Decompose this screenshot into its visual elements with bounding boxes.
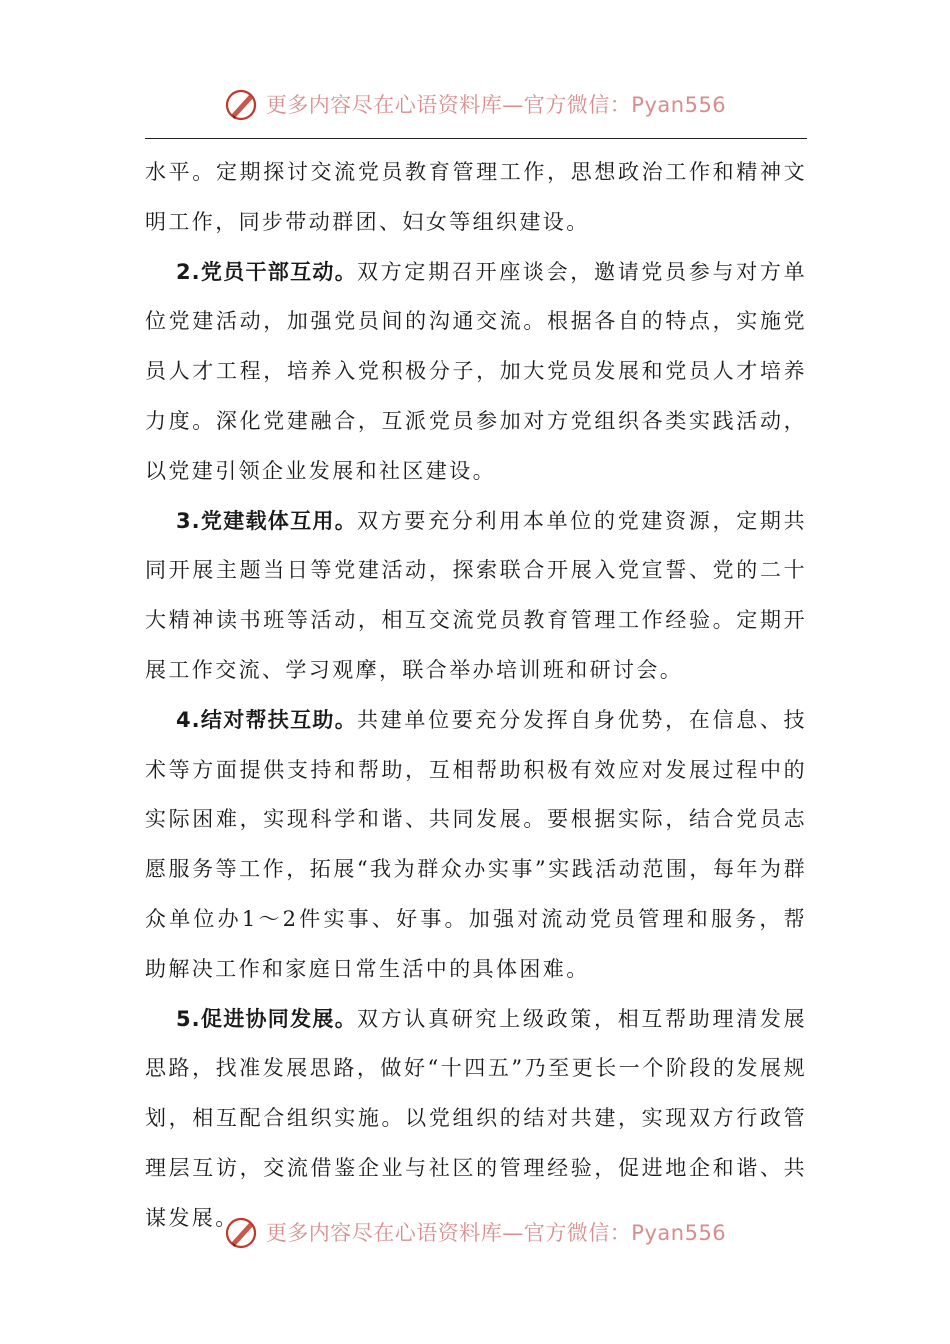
paragraph-party-cadre-interaction [145, 248, 807, 497]
paragraph-mutual-assistance [145, 696, 807, 995]
pen-circle-logo-icon [224, 86, 260, 122]
paragraph-body: 共建单位要充分发挥自身优势，在信息、技术等方面提供支持和帮助，互相帮助积极有效应对发展过程中的实际困难，实现科学和谐、共同发展。要根据实际，结合党员志愿服务等工作，拓展“我为群众办实事”实践活动范围，每年为群众单位办1～2件实事、好事。加强对流动党员管理和服务，帮助解决工作和家庭日常生活中的具体困难。 [145, 707, 807, 981]
pen-circle-logo-icon [224, 1214, 260, 1250]
document-body [145, 148, 807, 1244]
paragraph-body: 水平。定期探讨交流党员教育管理工作，思想政治工作和精神文明工作，同步带动群团、妇女等组织建设。 [145, 160, 807, 234]
header-divider [145, 138, 807, 139]
paragraph-body: 双方认真研究上级政策，相互帮助理清发展思路，找准发展思路，做好“十四五”乃至更长一个阶段的发展规划，相互配合组织实施。以党组织的结对共建，实现双方行政管理层互访，交流借鉴企业与社区的管理经验，促进地企和谐、共谋发展。 [145, 1006, 807, 1230]
paragraph-continuation [145, 148, 807, 248]
paragraph-heading: 2.党员干部互动。 [176, 259, 357, 284]
paragraph-body: 双方要充分利用本单位的党建资源，定期共同开展主题当日等党建活动，探索联合开展入党宣誓、党的二十大精神读书班等活动，相互交流党员教育管理工作经验。定期开展工作交流、学习观摩，联合举办培训班和研讨会。 [145, 508, 807, 682]
paragraph-heading: 3.党建载体互用。 [176, 508, 357, 533]
watermark-text: 更多内容尽在心语资料库—官方微信：Pyan556 [265, 93, 727, 117]
paragraph-body: 双方定期召开座谈会，邀请党员参与对方单位党建活动，加强党员间的沟通交流。根据各自的特点，实施党员人才工程，培养入党积极分子，加大党员发展和党员人才培养力度。深化党建融合，互派党员参加对方党组织各类实践活动，以党建引领企业发展和社区建设。 [145, 259, 807, 483]
paragraph-carrier-sharing [145, 497, 807, 696]
paragraph-heading: 5.促进协同发展。 [176, 1006, 357, 1031]
footer-watermark [0, 1212, 950, 1252]
header-watermark [0, 84, 950, 124]
watermark-text: 更多内容尽在心语资料库—官方微信：Pyan556 [265, 1221, 727, 1245]
paragraph-coordinated-development [145, 995, 807, 1244]
paragraph-heading: 4.结对帮扶互助。 [176, 707, 357, 732]
